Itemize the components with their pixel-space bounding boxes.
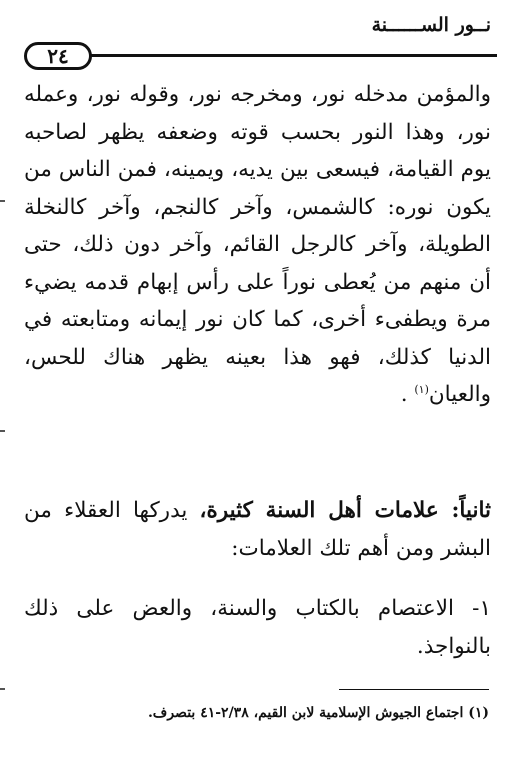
section-paragraph bbox=[24, 492, 491, 567]
scan-edge-mark bbox=[0, 688, 5, 690]
paragraph-text bbox=[24, 76, 491, 414]
section-text: يدركها العقلاء من البشر ومن أهم تلك العلامات: bbox=[24, 498, 491, 561]
section-heading: ثانياً: علامات أهل السنة كثيرة، bbox=[199, 498, 491, 523]
page-number-badge: ٢٤ bbox=[24, 42, 92, 70]
header-rule bbox=[90, 54, 497, 57]
paragraph-body: والمؤمن مدخله نور، ومخرجه نور، وقوله نور، وعمله نور، وهذا النور بحسب قوته وضعفه يظهر لصاحبه يوم القيامة، فيسعى بين يديه، ويمينه، فمن الناس من يكون نوره: كالشمس، وآخر كالنجم، وآخر كالنخلة الطويلة، وآخر كالرجل القائم، وآخر دون ذلك، حتى أن منهم من يُعطى نوراً على رأس إبهام قدمه يضيء مرة ويطفىء أخرى، كما كان نور إيمانه ومتابعته في الدنيا كذلك، فهو هذا بعينه يظهر هناك للحس، والعيان bbox=[24, 82, 491, 407]
paragraph-end: . bbox=[400, 382, 415, 407]
running-title: نــور الســــــنة bbox=[371, 14, 491, 36]
main-paragraph bbox=[24, 76, 491, 414]
list-item bbox=[24, 590, 491, 665]
list-item-text: ١- الاعتصام بالكتاب والسنة، والعض على ذلك بالنواجذ. bbox=[24, 596, 491, 659]
page-header bbox=[18, 10, 497, 68]
section-signs-of-sunnah bbox=[24, 492, 491, 567]
scan-edge-mark bbox=[0, 430, 5, 432]
footnote: (١) اجتماع الجيوش الإسلامية لابن القيم، ٢/٣٨-٤١ بتصرف. bbox=[147, 705, 489, 721]
footnote-reference: (١) bbox=[414, 382, 429, 396]
scan-edge-mark bbox=[0, 200, 5, 202]
footnote-separator bbox=[339, 689, 489, 690]
